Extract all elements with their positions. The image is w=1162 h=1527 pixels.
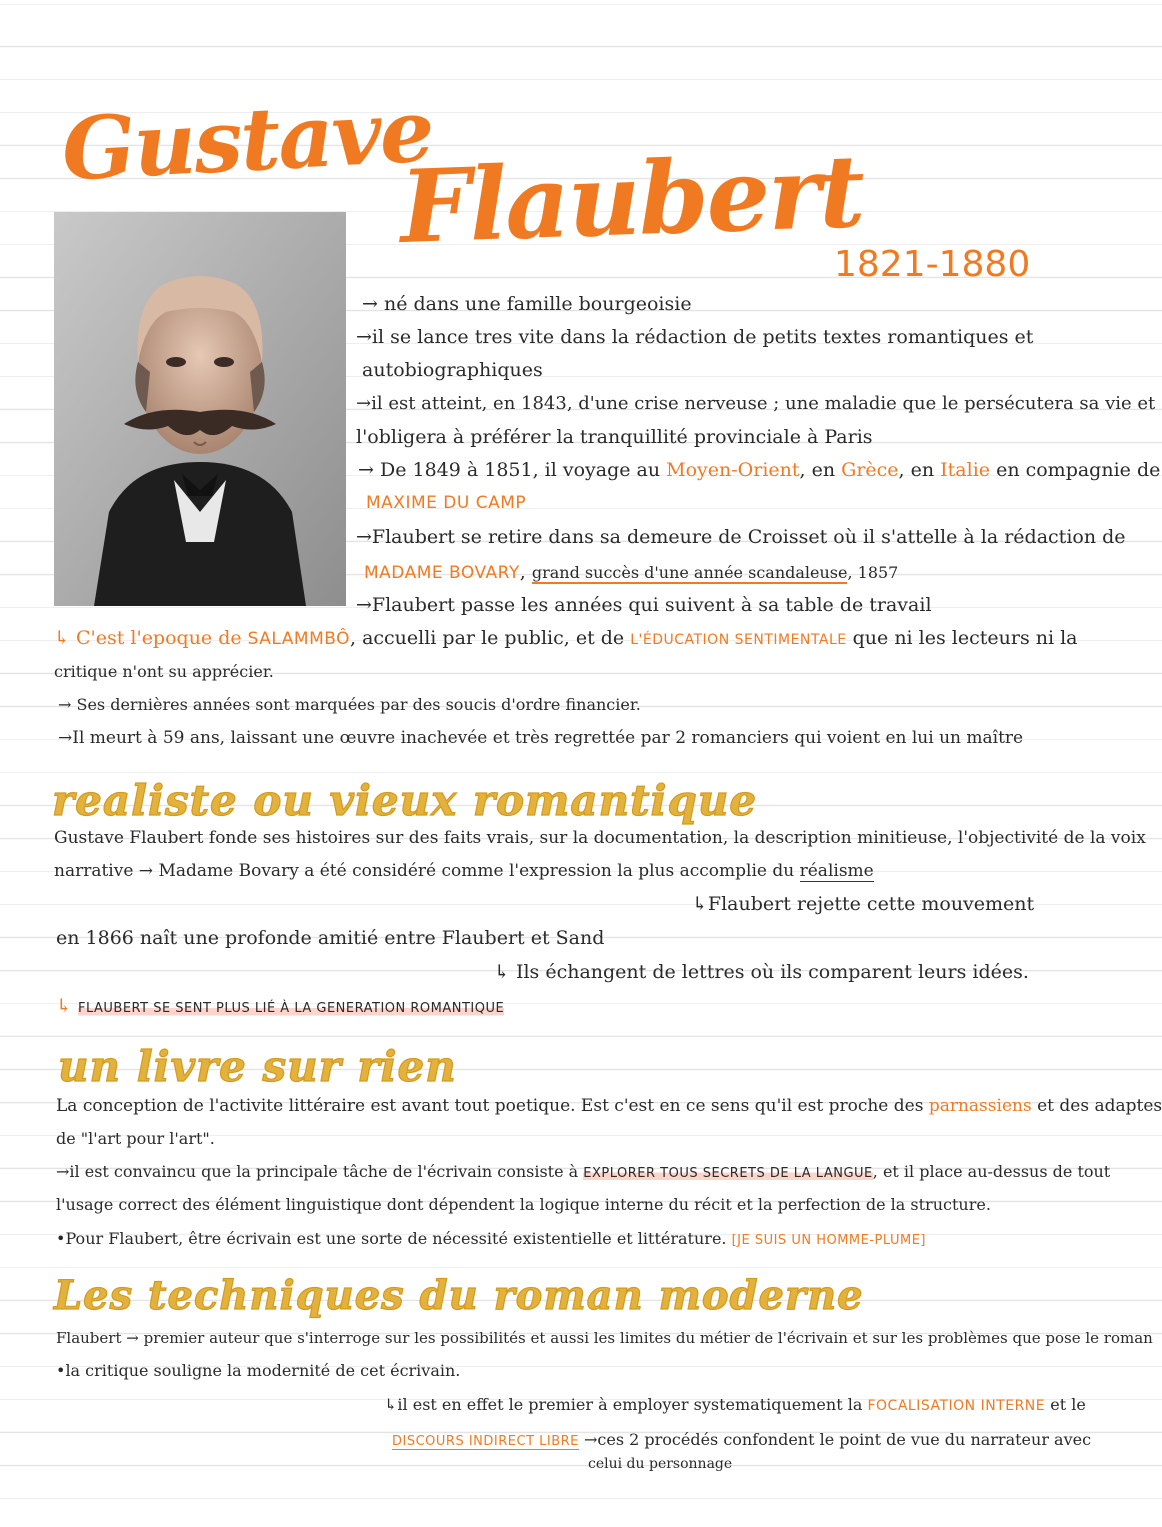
title-last-name: Flaubert: [398, 131, 865, 267]
novel-education-sentimentale: L'ÉDUCATION SENTIMENTALE: [630, 632, 847, 648]
s2-line-1: La conception de l'activite littéraire est avant tout poetique. Est c'est en ce sens qu'il est proche des parnassiens et des adaptes: [56, 1096, 1162, 1116]
s3-line-4: DISCOURS INDIRECT LIBRE →ces 2 procédés confondent le point de vue du narrateur avec: [392, 1430, 1092, 1449]
s2-line-4: l'usage correct des élément linguistique dont dépendent la logique interne du récit et la perfection de la structure.: [56, 1195, 991, 1214]
bio-companion-line: [366, 490, 526, 515]
bio-line-8: MADAME BOVARY, grand succès d'une année scandaleuse, 1857: [364, 561, 899, 583]
s3-line-1: Flaubert → premier auteur que s'interroge sur les possibilités et aussi les limites du métier de l'écrivain et sur les problèmes que pose le roman: [56, 1329, 1153, 1347]
place-moyen-orient: Moyen-Orient: [666, 459, 800, 481]
heading-techniques: Les techniques du roman moderne: [54, 1272, 864, 1319]
bio-line-7: →Flaubert se retire dans sa demeure de Croisset où il s'attelle à la rédaction de: [356, 526, 1126, 548]
bio-line-3: autobiographiques: [362, 359, 543, 381]
discours-indirect-libre: DISCOURS INDIRECT LIBRE: [392, 1434, 579, 1449]
s3-line-2: •la critique souligne la modernité de cet écrivain.: [56, 1361, 461, 1380]
focalisation-interne: FOCALISATION INTERNE: [867, 1398, 1046, 1414]
bio-line-2: →il se lance tres vite dans la rédaction de petits textes romantiques et: [356, 326, 1034, 348]
romantic-generation-highlight: FLAUBERT SE SENT PLUS LIÉ À LA GENERATION ROMANTIQUE: [77, 1001, 505, 1016]
langue-highlight: EXPLORER TOUS SECRETS DE LA LANGUE: [583, 1166, 873, 1181]
s1-line-6: ↳ FLAUBERT SE SENT PLUS LIÉ À LA GENERATION ROMANTIQUE: [56, 995, 505, 1017]
s2-line-2: de "l'art pour l'art".: [56, 1129, 215, 1148]
bio-line-4: →il est atteint, en 1843, d'une crise nerveuse ; une maladie que le persécutera sa vie et: [356, 393, 1156, 414]
place-grece: Grèce: [841, 459, 899, 481]
life-dates: 1821-1880: [834, 244, 1031, 285]
s1-line-5: ↳ Ils échangent de lettres où ils comparent leurs idées.: [494, 961, 1029, 983]
parnassiens-word: parnassiens: [928, 1096, 1032, 1116]
bio-line-12: → Ses dernières années sont marquées par des soucis d'ordre financier.: [58, 695, 641, 714]
bio-line-10: ↳ C'est l'epoque de SALAMMBÔ, accuelli par le public, et de L'ÉDUCATION SENTIMENTALE que ni les lecteurs ni la: [54, 627, 1078, 649]
scandal-underline: grand succès d'une année scandaleuse: [531, 563, 848, 582]
s1-line-1: Gustave Flaubert fonde ses histoires sur des faits vrais, sur la documentation, la description minitieuse, l'objectivité de la voix: [54, 828, 1146, 848]
companion-name: MAXIME DU CAMP: [366, 493, 527, 513]
s2-line-3: →il est convaincu que la principale tâche de l'écrivain consiste à EXPLORER TOUS SECRETS DE LA LANGUE, et il place au-dessus de tout: [56, 1162, 1111, 1181]
bio-line-13: →Il meurt à 59 ans, laissant une œuvre inachevée et très regrettée par 2 romanciers qui voient en lui un maître: [58, 728, 1024, 748]
homme-plume-quote: [JE SUIS UN HOMME-PLUME]: [731, 1233, 926, 1248]
s1-line-3: ↳Flaubert rejette cette mouvement: [692, 893, 1035, 915]
bio-line-5: l'obligera à préférer la tranquillité provinciale à Paris: [356, 426, 873, 448]
bio-line-11: critique n'ont su apprécier.: [54, 662, 274, 681]
bio-line-6: → De 1849 à 1851, il voyage au Moyen-Orient, en Grèce, en Italie en compagnie de: [358, 459, 1161, 481]
realisme-underline: réalisme: [799, 861, 874, 881]
s3-line-3: ↳il est en effet le premier à employer systematiquement la FOCALISATION INTERNE et le: [384, 1395, 1086, 1414]
heading-realiste: realiste ou vieux romantique: [52, 776, 758, 825]
s1-line-4: en 1866 naît une profonde amitié entre Flaubert et Sand: [56, 927, 605, 949]
bio-line-9: →Flaubert passe les années qui suivent à sa table de travail: [356, 594, 932, 616]
novel-madame-bovary: MADAME BOVARY: [364, 563, 520, 583]
heading-livre-sur-rien: un livre sur rien: [58, 1042, 457, 1091]
place-italie: Italie: [940, 459, 991, 481]
title-first-name: Gustave: [59, 80, 435, 201]
novel-salammbo: SALAMMBÔ: [247, 629, 350, 649]
s3-line-5: celui du personnage: [588, 1456, 733, 1472]
portrait-image: [54, 212, 346, 606]
s2-line-5: •Pour Flaubert, être écrivain est une sorte de nécessité existentielle et littérature. [JE SUIS UN HOMME-PLUME]: [56, 1229, 926, 1248]
s1-line-2: narrative → Madame Bovary a été considéré comme l'expression la plus accomplie du réalisme: [54, 861, 874, 881]
bio-line-1: → né dans une famille bourgeoisie: [362, 293, 692, 315]
